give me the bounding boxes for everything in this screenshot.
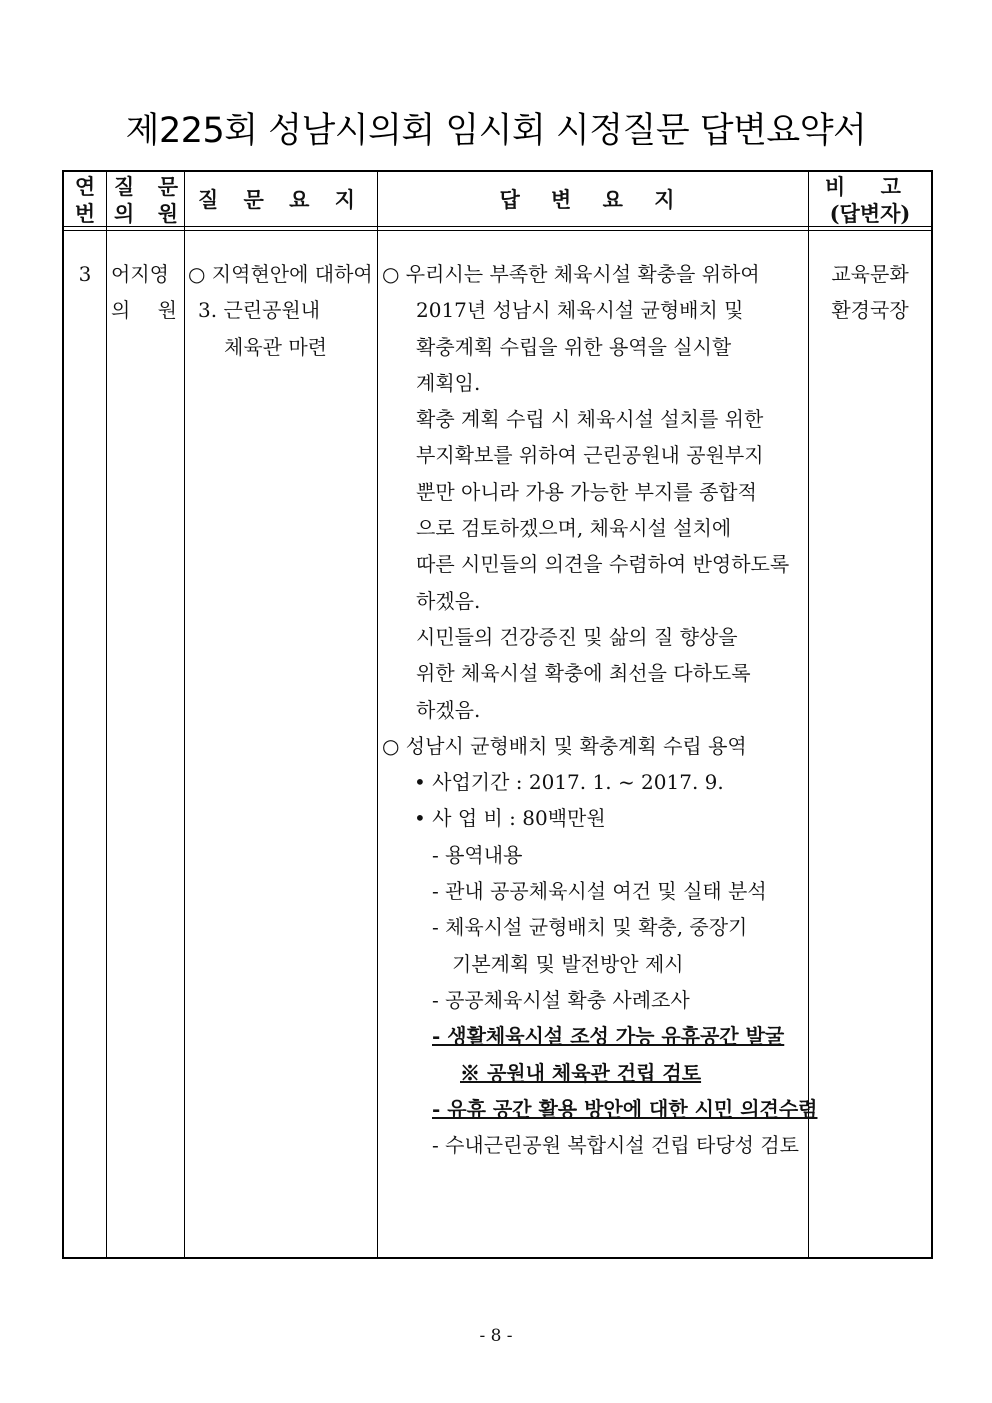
question-line: ○ 지역현안에 대하여 bbox=[188, 262, 373, 286]
answer-line: - 관내 공공체육시설 여건 및 실태 분석 bbox=[432, 879, 767, 904]
answer-line-highlight: ※ 공원내 체육관 건립 검토 bbox=[460, 1060, 702, 1085]
respondent bbox=[809, 256, 931, 329]
column-divider bbox=[106, 172, 107, 1257]
answer-line: 으로 검토하겠으며, 체육시설 설치에 bbox=[416, 516, 732, 541]
header-no bbox=[64, 173, 106, 227]
answer-line: 2017년 성남시 체육시설 균형배치 및 bbox=[416, 298, 744, 323]
answer-line: 위한 체육시설 확충에 최선을 다하도록 bbox=[416, 661, 751, 686]
respondent-line: 교육문화 bbox=[831, 262, 909, 286]
questioner bbox=[111, 256, 177, 329]
answer-summary bbox=[382, 256, 818, 1163]
answer-line: 하겠음. bbox=[416, 588, 481, 613]
column-divider bbox=[184, 172, 185, 1257]
header-remark bbox=[809, 173, 931, 227]
header-member-line2: 의 원 bbox=[114, 201, 178, 226]
header-rule bbox=[64, 230, 931, 231]
answer-line-highlight: - 유휴 공간 활용 방안에 대한 시민 의견수렴 bbox=[432, 1096, 818, 1121]
answer-line: - 수내근린공원 복합시설 건립 타당성 검토 bbox=[432, 1133, 799, 1158]
answer-line: 부지확보를 위하여 근린공원내 공원부지 bbox=[416, 443, 764, 468]
header-no-line1: 연 bbox=[74, 174, 96, 199]
answer-summary-table bbox=[62, 170, 933, 1259]
answer-line: • 사 업 비 : 80백만원 bbox=[414, 806, 606, 831]
answer-line: 따른 시민들의 의견을 수렴하여 반영하도록 bbox=[416, 552, 790, 577]
header-member-line1: 질 문 bbox=[114, 174, 178, 199]
answer-line: 하겠음. bbox=[416, 697, 481, 722]
answer-line: 확충계획 수립을 위한 용역을 실시할 bbox=[416, 334, 732, 359]
answer-line: - 체육시설 균형배치 및 확충, 중장기 bbox=[432, 915, 748, 940]
column-divider bbox=[377, 172, 378, 1257]
questioner-name: 어지영 bbox=[111, 262, 169, 286]
header-answer: 답 변 요 지 bbox=[499, 187, 687, 212]
header-no-line2: 번 bbox=[74, 201, 96, 226]
question-summary bbox=[188, 256, 374, 365]
answer-line: - 용역내용 bbox=[432, 842, 523, 867]
header-remark-line2: (답변자) bbox=[829, 201, 911, 226]
document-title: 제225회 성남시의회 임시회 시정질문 답변요약서 bbox=[125, 111, 867, 151]
header-rule bbox=[64, 226, 931, 227]
answer-line: 확충 계획 수립 시 체육시설 설치를 위한 bbox=[416, 407, 764, 432]
answer-line: 계획임. bbox=[416, 370, 481, 395]
header-member bbox=[114, 173, 178, 227]
answer-line-highlight: - 생활체육시설 조성 가능 유휴공간 발굴 bbox=[432, 1024, 785, 1049]
row-number: 3 bbox=[78, 262, 92, 286]
answer-line: 시민들의 건강증진 및 삶의 질 향상을 bbox=[416, 624, 738, 649]
questioner-title: 의 원 bbox=[111, 298, 177, 323]
respondent-line: 환경국장 bbox=[831, 298, 909, 323]
header-question: 질 문 요 지 bbox=[197, 187, 365, 212]
answer-line: ○ 우리시는 부족한 체육시설 확충을 위하여 bbox=[382, 262, 760, 286]
answer-line: 뿐만 아니라 가용 가능한 부지를 종합적 bbox=[416, 479, 757, 504]
question-line: 체육관 마련 bbox=[224, 334, 327, 359]
answer-line: 기본계획 및 발전방안 제시 bbox=[452, 951, 684, 976]
answer-line: - 공공체육시설 확충 사례조사 bbox=[432, 987, 690, 1012]
answer-line: ○ 성남시 균형배치 및 확충계획 수립 용역 bbox=[382, 733, 747, 758]
page-number: - 8 - bbox=[479, 1326, 513, 1346]
header-remark-line1: 비 고 bbox=[825, 174, 915, 199]
question-line: 3. 근린공원내 bbox=[198, 298, 321, 323]
answer-line: • 사업기간 : 2017. 1. ~ 2017. 9. bbox=[414, 770, 724, 795]
